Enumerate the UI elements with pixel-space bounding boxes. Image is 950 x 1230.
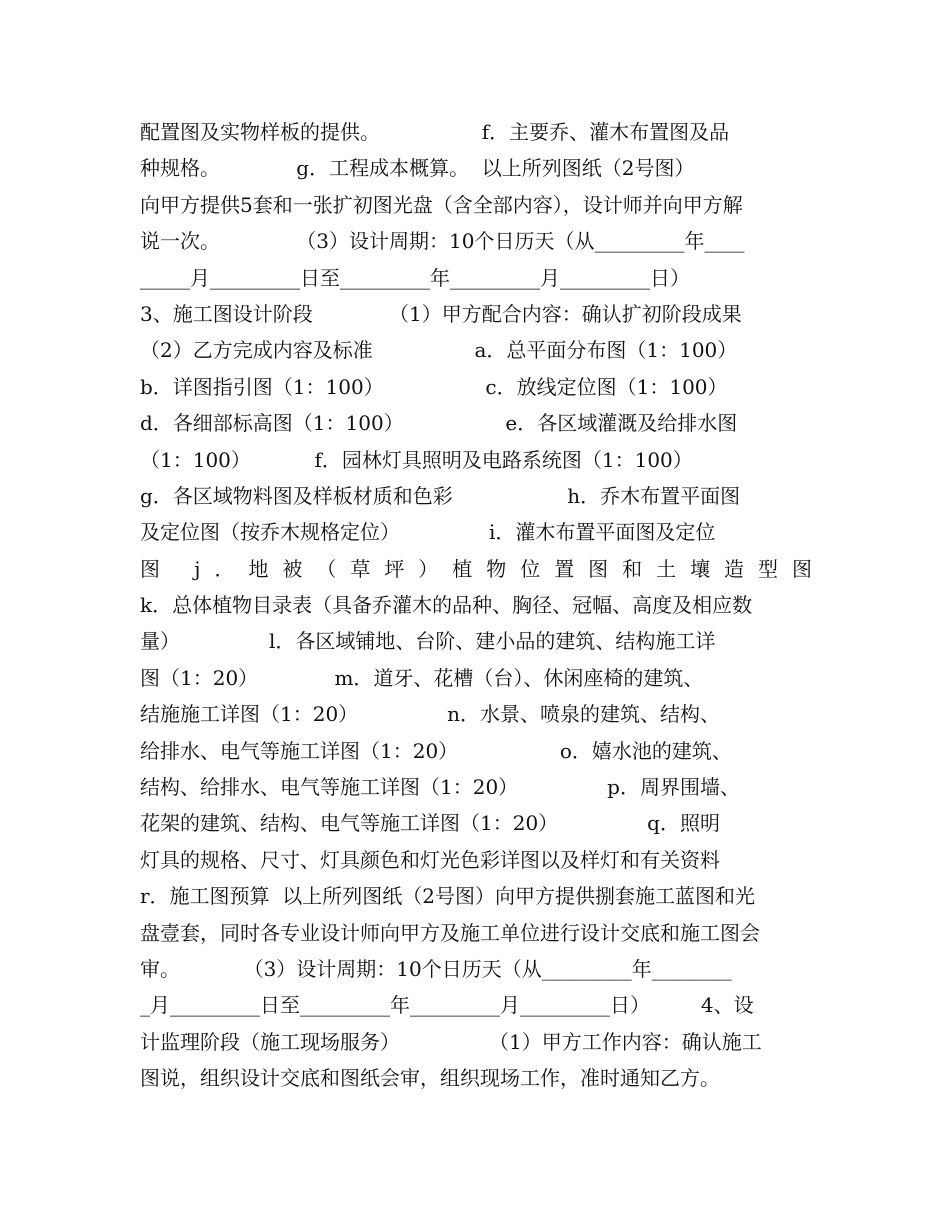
text-line: b．详图指引图（1：100） c．放线定位图（1：100）: [140, 374, 728, 399]
text-line: 结施施工详图（1：20） n．水景、喷泉的建筑、结构、: [140, 702, 721, 727]
text-line: r．施工图预算 以上所列图纸（2号图）向甲方提供捌套施工蓝图和光: [140, 884, 755, 909]
text-line: 图（1：20） m．道牙、花槽（台）、休闲座椅的建筑、: [140, 665, 704, 690]
text-line: （1：100） f．园林灯具照明及电路系统图（1：100）: [140, 447, 693, 472]
text-line: 配置图及实物样板的提供。 f．主要乔、灌木布置图及品: [140, 120, 730, 144]
text-line: 量） l．各区域铺地、台阶、建小品的建筑、结构施工详: [140, 629, 716, 654]
text-line: 花架的建筑、结构、电气等施工详图（1：20） q．照明: [140, 811, 720, 836]
text-line: 图说，组织设计交底和图纸会审，组织现场工作，准时通知乙方。: [140, 1066, 720, 1091]
text-line: d．各细部标高图（1：100） e．各区域灌溉及给排水图: [140, 411, 738, 436]
text-line: 盘壹套，同时各专业设计师向甲方及施工单位进行设计交底和施工图会: [140, 920, 760, 945]
text-line: 结构、给排水、电气等施工详图（1：20） p．周界围墙、: [140, 775, 740, 800]
text-line: 及定位图（按乔木规格定位） i．灌木布置平面图及定位: [140, 520, 716, 545]
text-line: 审。 （3）设计周期：10个日历天（从_________年________: [140, 956, 732, 981]
document-body: [140, 114, 812, 1097]
text-line: 给排水、电气等施工详图（1：20） o．嬉水池的建筑、: [140, 738, 732, 763]
text-line: g．各区域物料图及样板材质和色彩 h．乔木布置平面图: [140, 483, 741, 508]
text-line: 灯具的规格、尺寸、灯具颜色和灯光色彩详图以及样灯和有关资料: [140, 847, 720, 872]
text-line: 3、施工图设计阶段 （1）甲方配合内容：确认扩初阶段成果: [140, 301, 742, 326]
text-line: _月_________日至_________年_________月_________日） 4、设: [140, 993, 754, 1018]
text-line: 向甲方提供5套和一张扩初图光盘（含全部内容），设计师并向甲方解: [140, 192, 743, 217]
text-line: 计监理阶段（施工现场服务） （1）甲方工作内容：确认施工: [140, 1029, 762, 1054]
text-line: （2）乙方完成内容及标准 a．总平面分布图（1：100）: [140, 338, 738, 363]
text-line: 说一次。 （3）设计周期：10个日历天（从_________年____: [140, 229, 745, 254]
text-line: 种规格。 g．工程成本概算。 以上所列图纸（2号图）: [140, 156, 695, 181]
text-line: k．总体植物目录表（具备乔灌木的品种、胸径、冠幅、高度及相应数: [140, 593, 753, 618]
text-line: _____月_________日至_________年_________月_________日）: [140, 265, 690, 290]
text-line: 图 j．地被（草坪）植物位置图和土壤造型图: [140, 556, 812, 581]
